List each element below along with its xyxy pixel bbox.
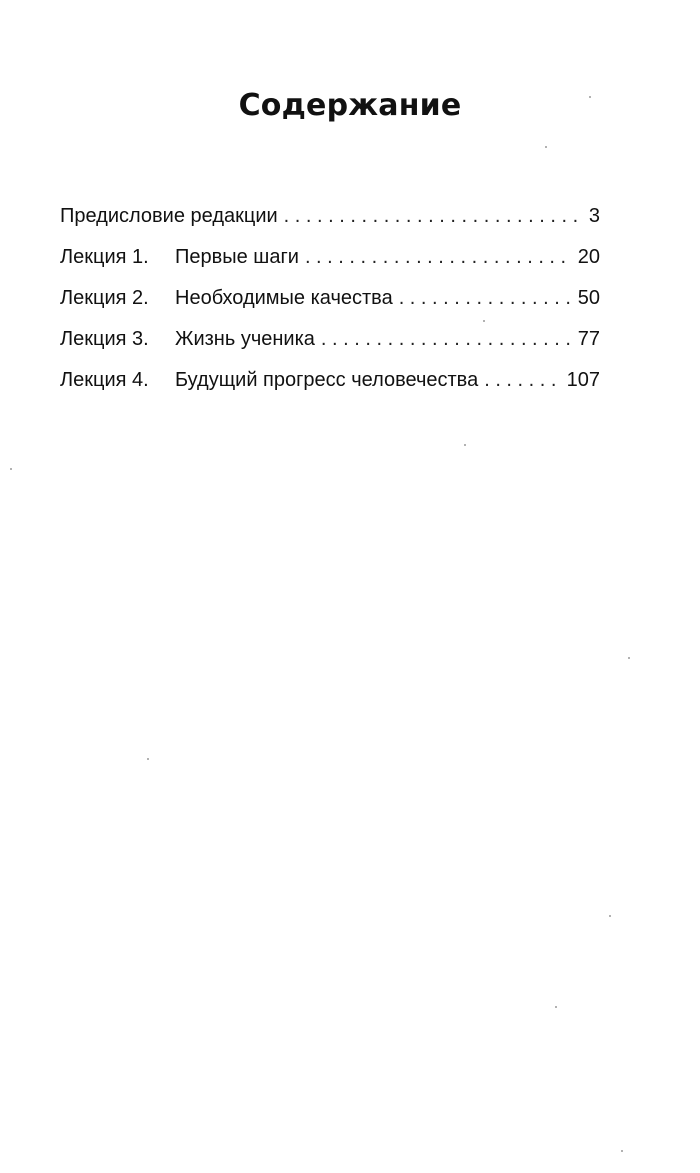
scan-speck bbox=[609, 915, 611, 917]
toc-lecture-number: Лекция 3. bbox=[60, 328, 149, 350]
toc-entry-preface bbox=[60, 196, 600, 237]
toc-entry-label bbox=[60, 278, 393, 319]
scan-speck bbox=[464, 444, 466, 446]
scan-speck bbox=[483, 320, 485, 322]
toc-entry-title: Первые шаги bbox=[175, 246, 299, 268]
scan-speck bbox=[10, 468, 12, 470]
scan-speck bbox=[147, 758, 149, 760]
toc-leader-dots bbox=[305, 237, 572, 278]
toc-entry-lecture-2 bbox=[60, 278, 600, 319]
toc-entry-lecture-1 bbox=[60, 237, 600, 278]
scan-speck bbox=[589, 96, 591, 98]
page-title: Содержание bbox=[238, 88, 462, 123]
toc-entry-title: Необходимые качества bbox=[175, 287, 393, 309]
toc-leader-dots bbox=[484, 360, 560, 401]
toc-entry-label bbox=[60, 237, 299, 278]
toc-page-number: 50 bbox=[577, 287, 600, 309]
toc-page-number: 107 bbox=[566, 369, 600, 391]
toc-lecture-number: Лекция 2. bbox=[60, 287, 149, 309]
scan-speck bbox=[621, 1150, 623, 1152]
toc-entry-label bbox=[60, 360, 478, 401]
toc-lecture-number: Лекция 4. bbox=[60, 369, 149, 391]
toc-entry-title: Предисловие редакции bbox=[60, 205, 278, 227]
toc-entry-title: Жизнь ученика bbox=[175, 328, 315, 350]
table-of-contents bbox=[60, 196, 600, 401]
toc-entry-label bbox=[60, 319, 315, 360]
toc-leader-dots bbox=[399, 278, 572, 319]
scan-speck bbox=[545, 146, 547, 148]
toc-leader-dots bbox=[284, 196, 583, 237]
toc-entry-lecture-3 bbox=[60, 319, 600, 360]
scan-speck bbox=[555, 1006, 557, 1008]
toc-page-number: 20 bbox=[577, 246, 600, 268]
toc-page-number: 3 bbox=[588, 205, 600, 227]
scan-speck bbox=[628, 657, 630, 659]
toc-page-number: 77 bbox=[577, 328, 600, 350]
toc-lecture-number: Лекция 1. bbox=[60, 246, 149, 268]
toc-entry-lecture-4 bbox=[60, 360, 600, 401]
toc-leader-dots bbox=[321, 319, 572, 360]
toc-entry-title: Будущий прогресс человечества bbox=[175, 369, 479, 391]
